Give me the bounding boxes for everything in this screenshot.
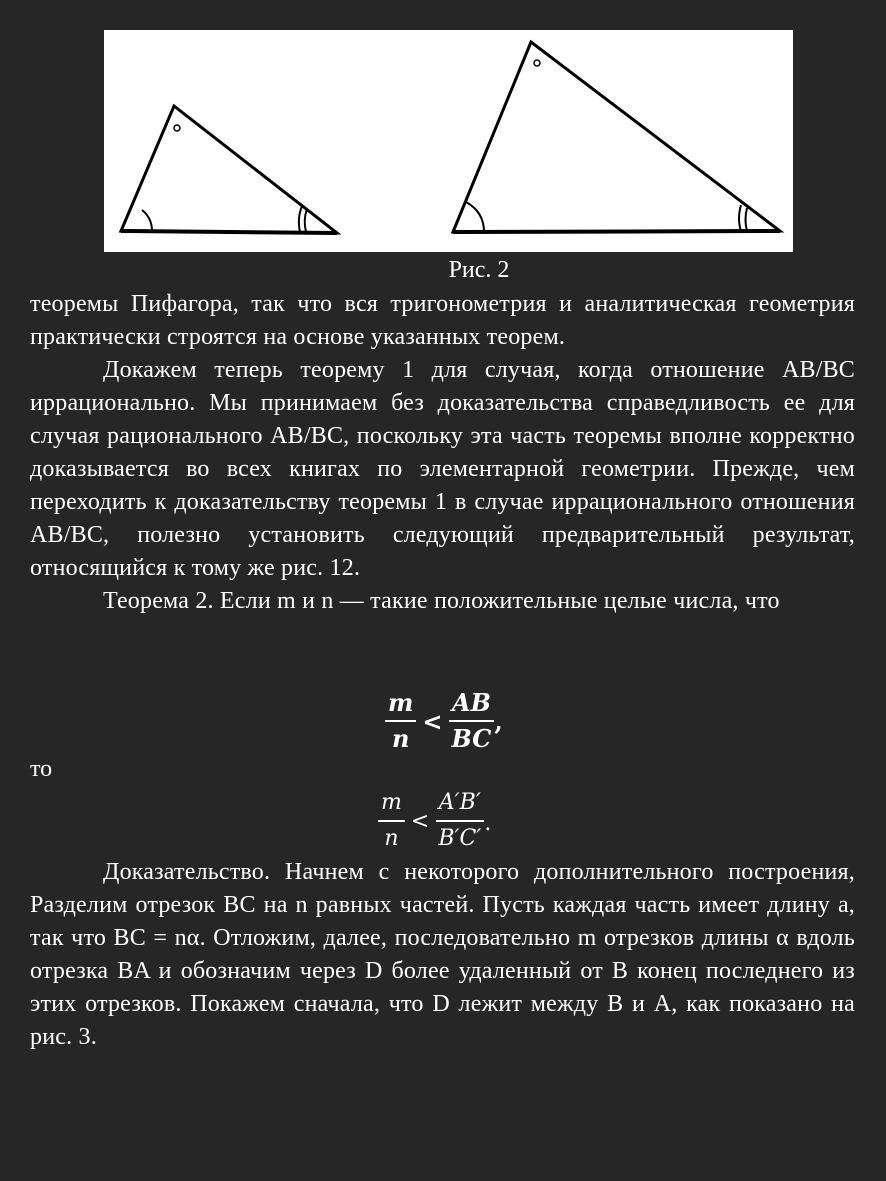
figure-caption: Рис. 2	[448, 257, 510, 283]
similar-triangles-diagram	[104, 30, 793, 252]
figure-image	[104, 30, 793, 252]
numerator: m	[385, 688, 416, 722]
fraction-a-prime-b-prime-over-b-prime-c-prime	[435, 788, 484, 854]
punctuation: .	[484, 811, 492, 836]
numerator: AB	[449, 688, 494, 722]
denominator: n	[384, 826, 399, 851]
less-than-sign: <	[410, 808, 430, 834]
inequality-formula-2	[378, 788, 491, 854]
inequality-formula-1	[385, 688, 503, 754]
less-than-sign: <	[422, 706, 443, 736]
small-triangle	[121, 106, 337, 233]
fraction-ab-over-bc	[449, 688, 495, 754]
proof-text	[30, 856, 855, 1054]
paragraph-theorem2: Теорема 2. Если m и n — такие положительные целые числа, что	[103, 588, 780, 614]
numerator: m	[378, 788, 405, 822]
denominator: B′C′	[438, 826, 482, 851]
fraction-m-over-n	[378, 788, 405, 854]
paragraph-pythagoras: теоремы Пифагора, так что вся тригонометрия и аналитическая геометрия практически строятся на основе указанных теорем.	[30, 291, 855, 350]
large-triangle	[453, 42, 780, 232]
body-text	[30, 288, 855, 618]
denominator: BC	[451, 724, 492, 753]
numerator: A′B′	[436, 788, 484, 822]
paragraph-theorem1: Докажем теперь теорему 1 для случая, когда отношение AB/BC иррационально. Мы принимаем без доказательства справедливость ее для случая рационального AB/BC, поскольку эта часть теоремы вполне корректно доказывается во всех книгах по элементарной геометрии. Прежде, чем переходить к доказательству теоремы 1 в случае иррационального отношения AB/BC, полезно установить следующий предварительный результат, относящийся к тому же рис. 12.	[30, 357, 855, 581]
paragraph-proof: Доказательство. Начнем с некоторого дополнительного построения, Разделим отрезок BC на n равных частей. Пусть каждая часть имеет длину a, так что BC = nα. Отложим, далее, последовательно m отрезков длины α вдоль отрезка BA и обозначим через D более удаленный от B конец последнего из этих отрезков. Покажем сначала, что D лежит между B и A, как показано на рис. 3.	[30, 859, 855, 1050]
word-then: то	[30, 756, 53, 782]
punctuation: ,	[494, 707, 503, 736]
fraction-m-over-n	[385, 688, 416, 754]
denominator: n	[391, 724, 410, 753]
